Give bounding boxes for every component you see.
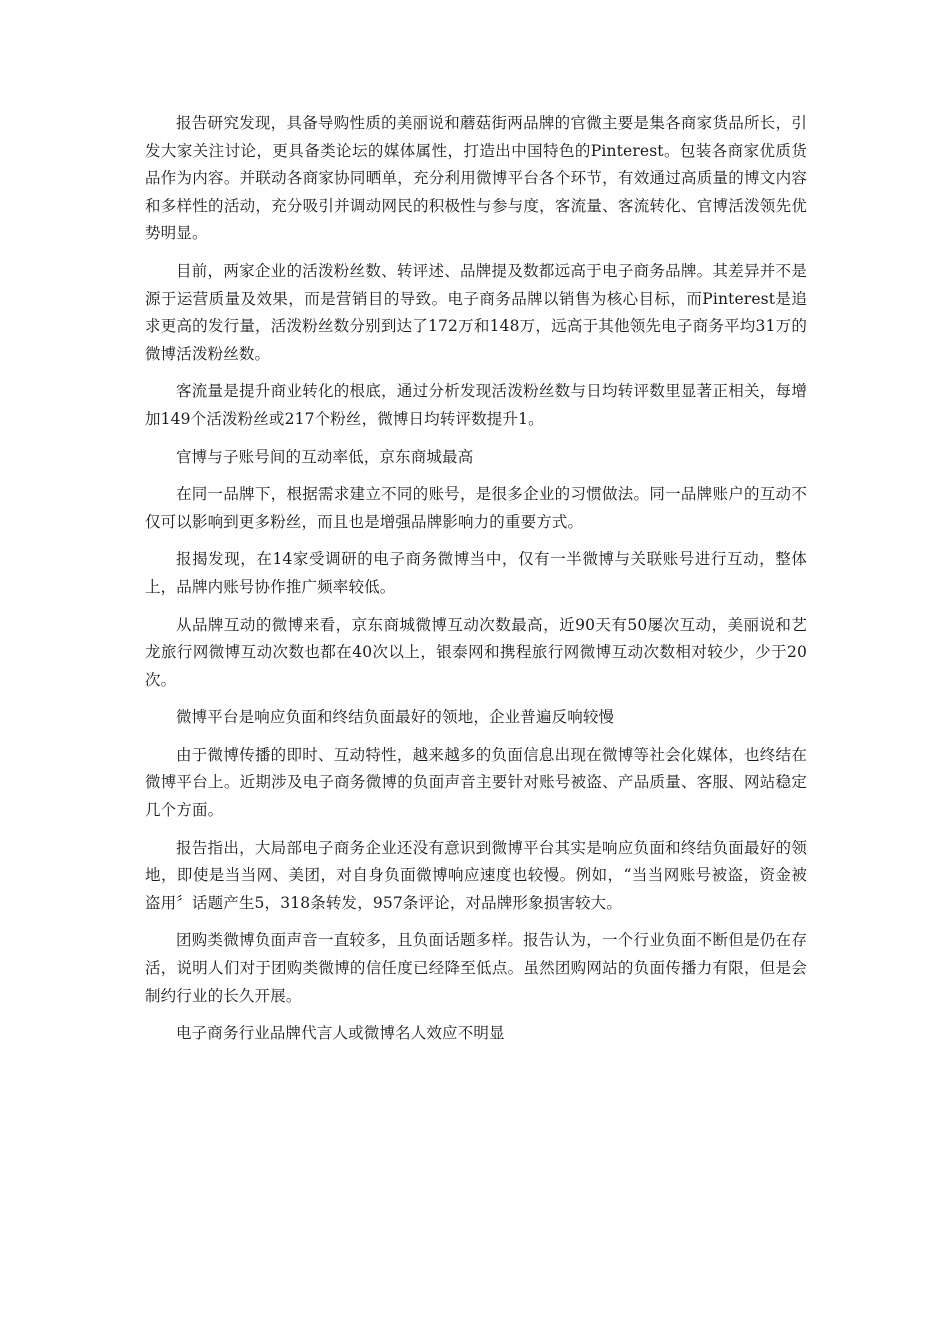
paragraph-report-notes: 报告指出，大局部电子商务企业还没有意识到微博平台其实是响应负面和终结负面最好的领地，即使是当当网、美团，对自身负面微博响应速度也较慢。例如，“当当网账号被盗，资金被盗用〞话题产生5，318条转发，957条评论，对品牌形象损害较大。 [145,838,807,912]
section-heading-celebrity-effect: 电子商务行业品牌代言人或微博名人效应不明显 [176,1024,505,1043]
document-body [145,110,807,1058]
section-heading-interaction: 官博与子账号间的互动率低，京东商城最高 [176,447,474,466]
paragraph-interaction-counts: 从品牌互动的微博来看，京东商城微博互动次数最高，近90天有50屡次互动，美丽说和艺龙旅行网微博互动次数也都在40次以上，银泰网和携程旅行网微博互动次数相对较少，少于20次。 [145,615,807,689]
paragraph-active-fans: 目前，两家企业的活泼粉丝数、转评述、品牌提及数都远高于电子商务品牌。其差异并不是源于运营质量及效果，而是营销目的导致。电子商务品牌以销售为核心目标，而Pinterest是追求更高的发行量，活泼粉丝数分别到达了172万和148万，远高于其他领先电子商务平均31万的微博活泼粉丝数。 [145,261,807,363]
paragraph-multiple-accounts: 在同一品牌下，根据需求建立不同的账号，是很多企业的习惯做法。同一品牌账户的互动不仅可以影响到更多粉丝，而且也是增强品牌影响力的重要方式。 [145,485,807,531]
paragraph-negative-info: 由于微博传播的即时、互动特性，越来越多的负面信息出现在微博等社会化媒体，也终结在微博平台上。近期涉及电子商务微博的负面声音主要针对账号被盗、产品质量、客服、网站稳定几个方面。 [145,745,807,820]
paragraph-traffic-correlation: 客流量是提升商业转化的根底，通过分析发现活泼粉丝数与日均转评数里显著正相关，每增加149个活泼粉丝或217个粉丝，微博日均转评数提升1。 [145,382,807,428]
paragraph-interaction-survey: 报揭发现，在14家受调研的电子商务微博当中，仅有一半微博与关联账号进行互动，整体上，品牌内账号协作推广频率较低。 [145,550,807,596]
paragraph-group-buying: 团购类微博负面声音一直较多，且负面话题多样。报告认为，一个行业负面不断但是仍在存活，说明人们对于团购类微博的信任度已经降至低点。虽然团购网站的负面传播力有限，但是会制约行业的长久开展。 [145,931,807,1005]
paragraph-research-findings: 报告研究发现，具备导购性质的美丽说和蘑菇街两品牌的官微主要是集各商家货品所长，引发大家关注讨论，更具备类论坛的媒体属性，打造出中国特色的Pinterest。包装各商家优质货品作为内容。并联动各商家协同晒单，充分利用微博平台各个环节，有效通过高质量的博文内容和多样性的活动，充分吸引并调动网民的积极性与参与度，客流量、客流转化、官博活泼领先优势明显。 [145,114,807,243]
section-heading-negative-response: 微博平台是响应负面和终结负面最好的领地，企业普遍反响较慢 [176,708,615,727]
